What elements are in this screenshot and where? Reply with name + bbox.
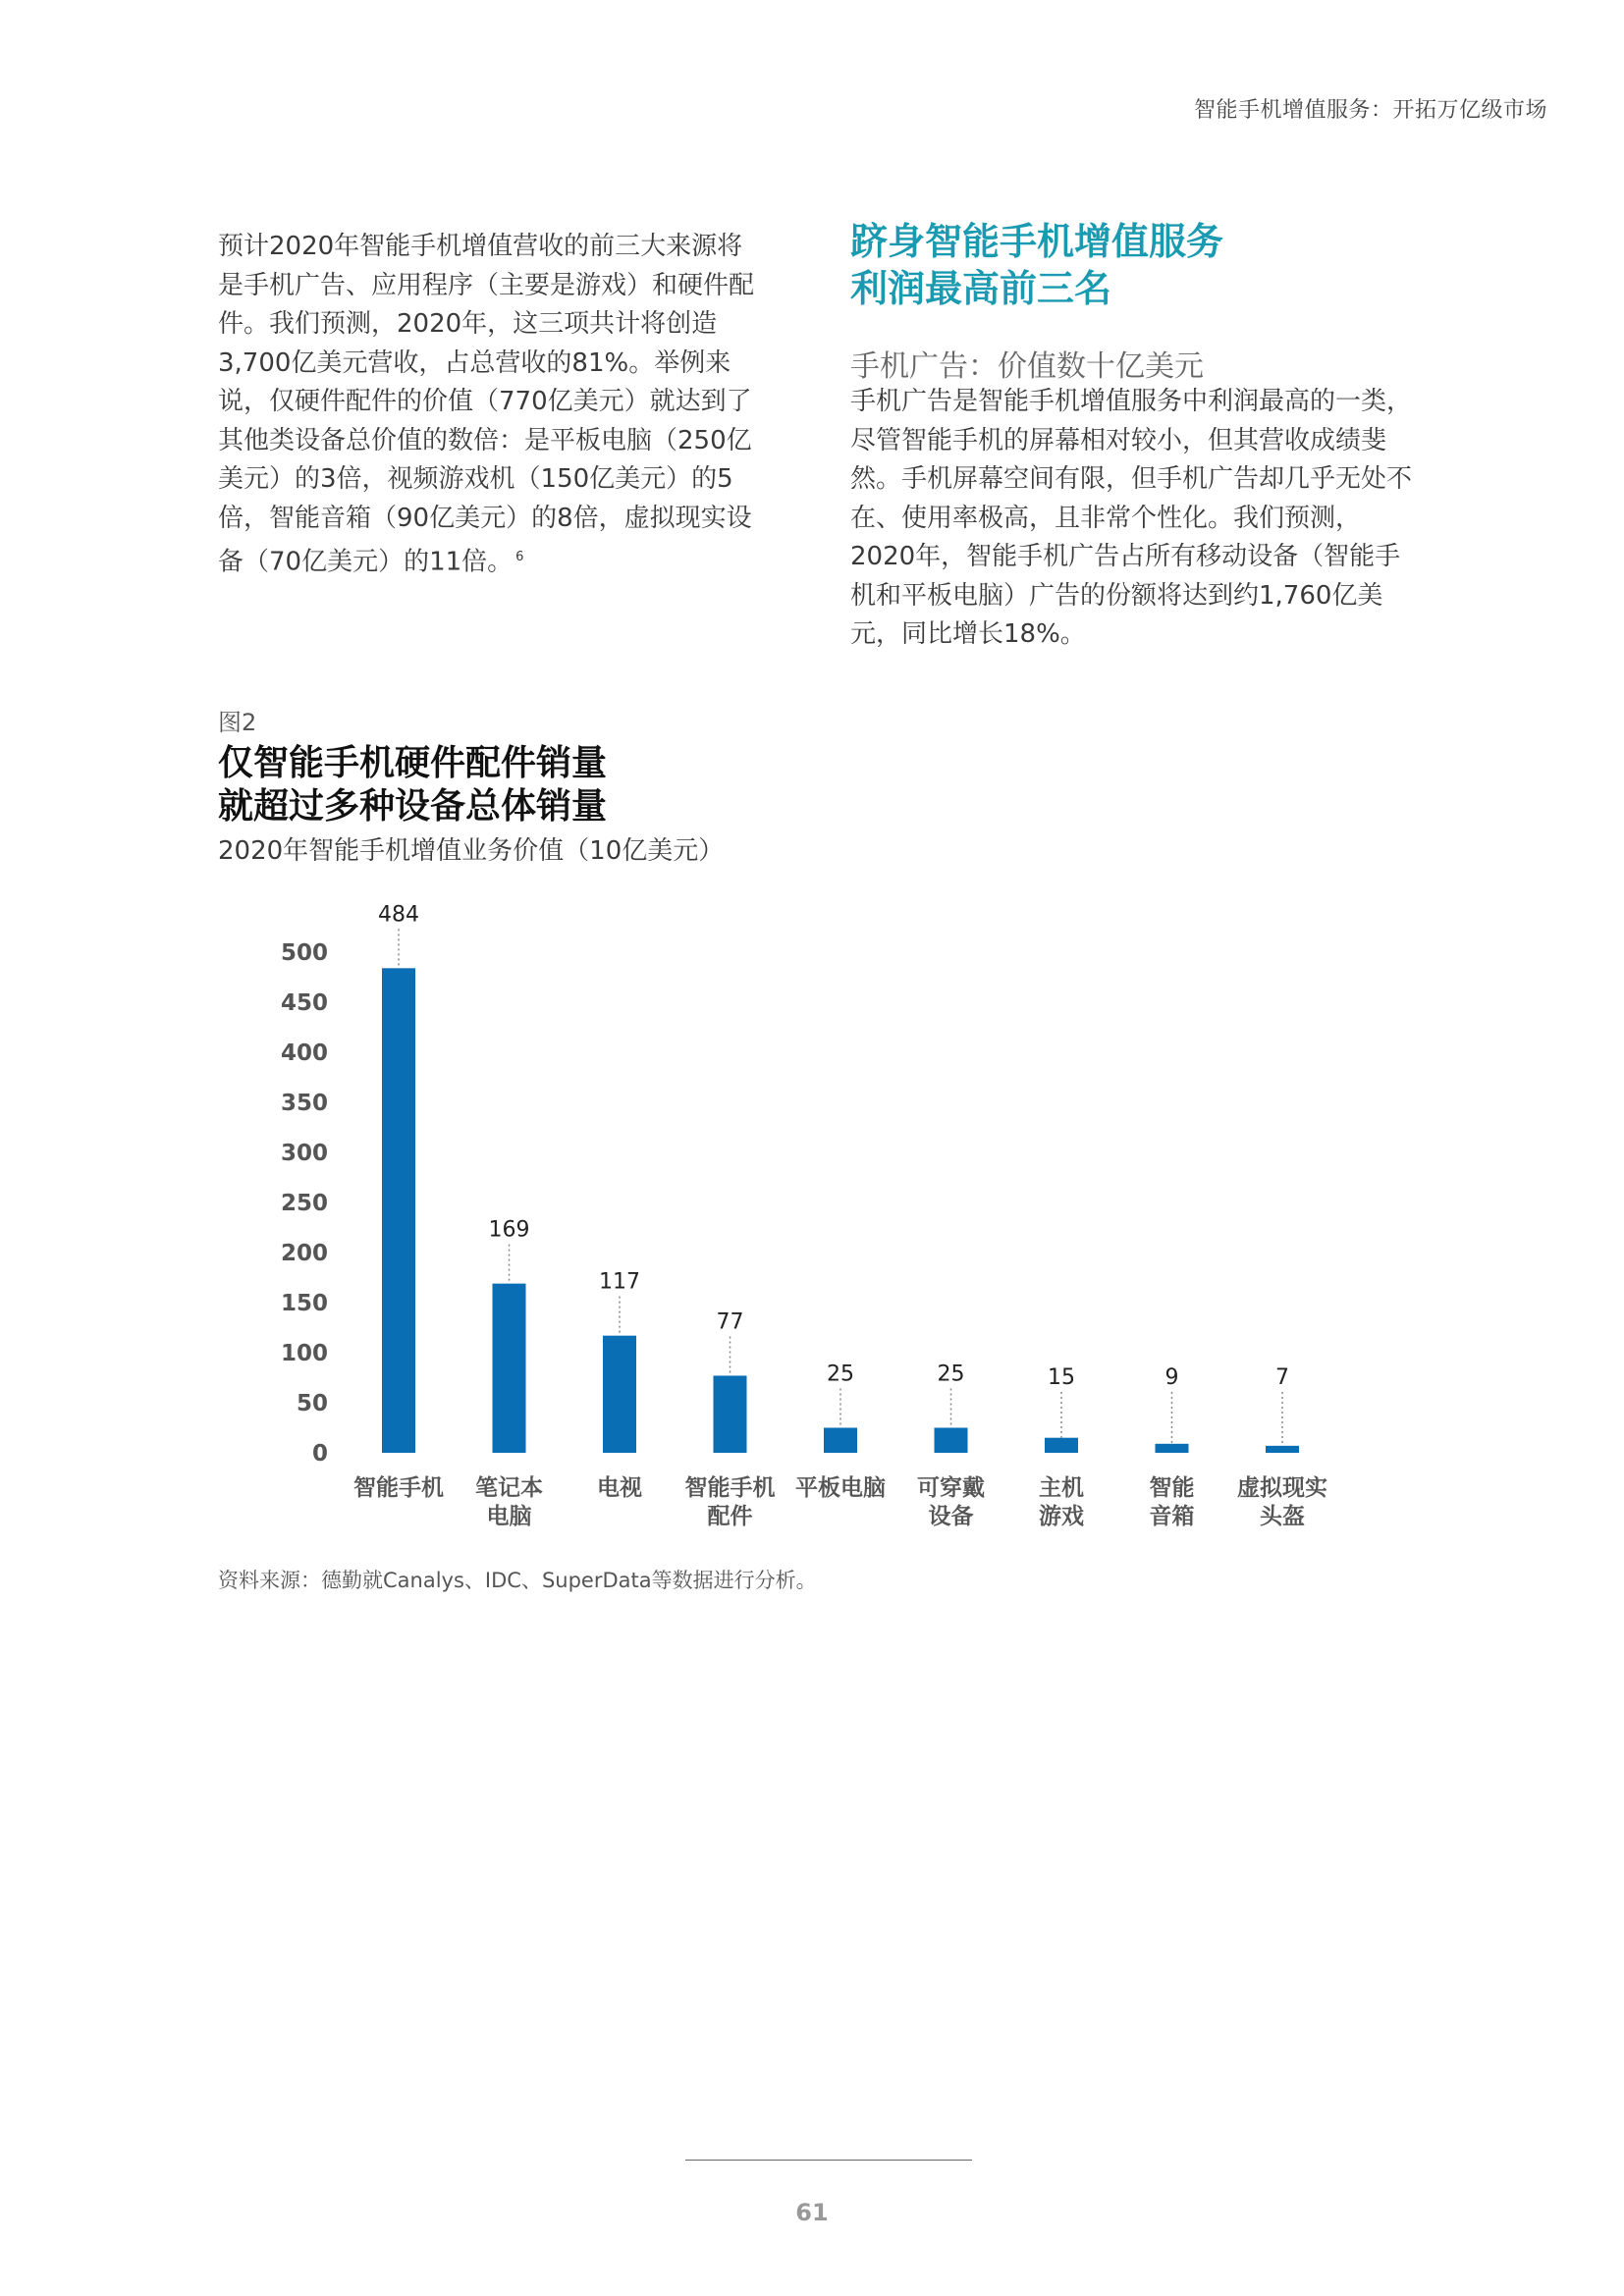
section-title [850,218,1361,312]
data-label: 7 [1275,1365,1289,1390]
category-label: 配件 [707,1504,753,1529]
data-label: 15 [1048,1365,1075,1390]
intro-paragraph-text: 预计2020年智能手机增值营收的前三大来源将是手机广告、应用程序（主要是游戏）和硬件配件。我们预测，2020年，这三项共计将创造3,700亿美元营收，占总营收的81%。举例来说，仅硬件配件的价值（770亿美元）就达到了其他类设备总价值的数倍：是平板电脑（250亿美元）的3倍，视频游戏机（150亿美元）的5倍，智能音箱（90亿美元）的8倍，虚拟现实设备（70亿美元）的11倍。 [218,232,755,577]
bar [1045,1438,1078,1453]
data-label: 117 [599,1269,640,1295]
bar-chart [196,864,1375,1551]
figure-label: 图2 [218,709,257,736]
y-tick-label: 250 [280,1191,328,1216]
category-label: 智能手机 [684,1475,776,1501]
y-tick-label: 400 [280,1041,328,1066]
figure-subtitle: 2020年智能手机增值业务价值（10亿美元） [218,836,725,866]
bar [714,1375,747,1453]
category-label: 音箱 [1149,1504,1195,1529]
category-label: 虚拟现实 [1237,1475,1327,1501]
bar [603,1336,636,1453]
section-title-line-1: 跻身智能手机增值服务 [850,220,1224,263]
data-label: 9 [1164,1365,1179,1390]
section-subtitle: 手机广告：价值数十亿美元 [850,349,1204,384]
footnote-marker[interactable]: 6 [515,550,524,564]
bar [382,968,415,1453]
y-tick-label: 500 [280,940,328,966]
data-label: 169 [488,1217,530,1243]
bar [493,1284,526,1453]
category-label: 设备 [928,1504,974,1529]
footer-divider [685,2160,972,2161]
category-label: 可穿戴 [917,1475,985,1501]
category-label: 主机 [1039,1475,1084,1501]
figure-title-line-2: 就超过多种设备总体销量 [218,786,608,827]
bar [824,1428,857,1454]
category-label: 智能 [1149,1475,1195,1501]
data-label: 25 [827,1362,854,1387]
y-tick-label: 300 [280,1141,328,1166]
figure-title-line-1: 仅智能手机硬件配件销量 [218,743,608,783]
running-header: 智能手机增值服务：开拓万亿级市场 [1193,98,1547,123]
data-label: 484 [378,902,419,928]
category-label: 头盔 [1260,1504,1305,1529]
y-tick-label: 350 [280,1091,328,1116]
category-label: 电脑 [486,1504,532,1529]
category-label: 游戏 [1039,1504,1084,1529]
data-label: 25 [937,1362,965,1387]
category-label: 笔记本 [475,1475,543,1501]
data-label: 77 [716,1309,744,1335]
y-tick-label: 200 [280,1241,328,1266]
intro-paragraph [218,228,758,582]
y-tick-label: 50 [296,1391,328,1416]
category-label: 平板电脑 [795,1475,886,1501]
bar [1156,1444,1189,1453]
y-tick-label: 100 [280,1341,328,1366]
category-label: 电视 [597,1475,642,1501]
figure-title [218,742,905,828]
y-tick-label: 0 [311,1441,328,1467]
section-body: 手机广告是智能手机增值服务中利润最高的一类，尽管智能手机的屏幕相对较小，但其营收成绩斐然。手机屏幕空间有限，但手机广告却几乎无处不在、使用率极高，且非常个性化。我们预测，2020年，智能手机广告占所有移动设备（智能手机和平板电脑）广告的份额将达到约1,760亿美元，同比增长18%。 [850,387,1413,649]
category-label: 智能手机 [353,1475,444,1501]
y-tick-label: 150 [280,1291,328,1316]
bar [1266,1446,1299,1453]
bar [935,1428,968,1454]
page-number: 61 [795,2199,829,2226]
section-title-line-2: 利润最高前三名 [850,267,1112,310]
source-note: 资料来源：德勤就Canalys、IDC、SuperData等数据进行分析。 [218,1569,817,1592]
y-tick-label: 450 [280,990,328,1016]
